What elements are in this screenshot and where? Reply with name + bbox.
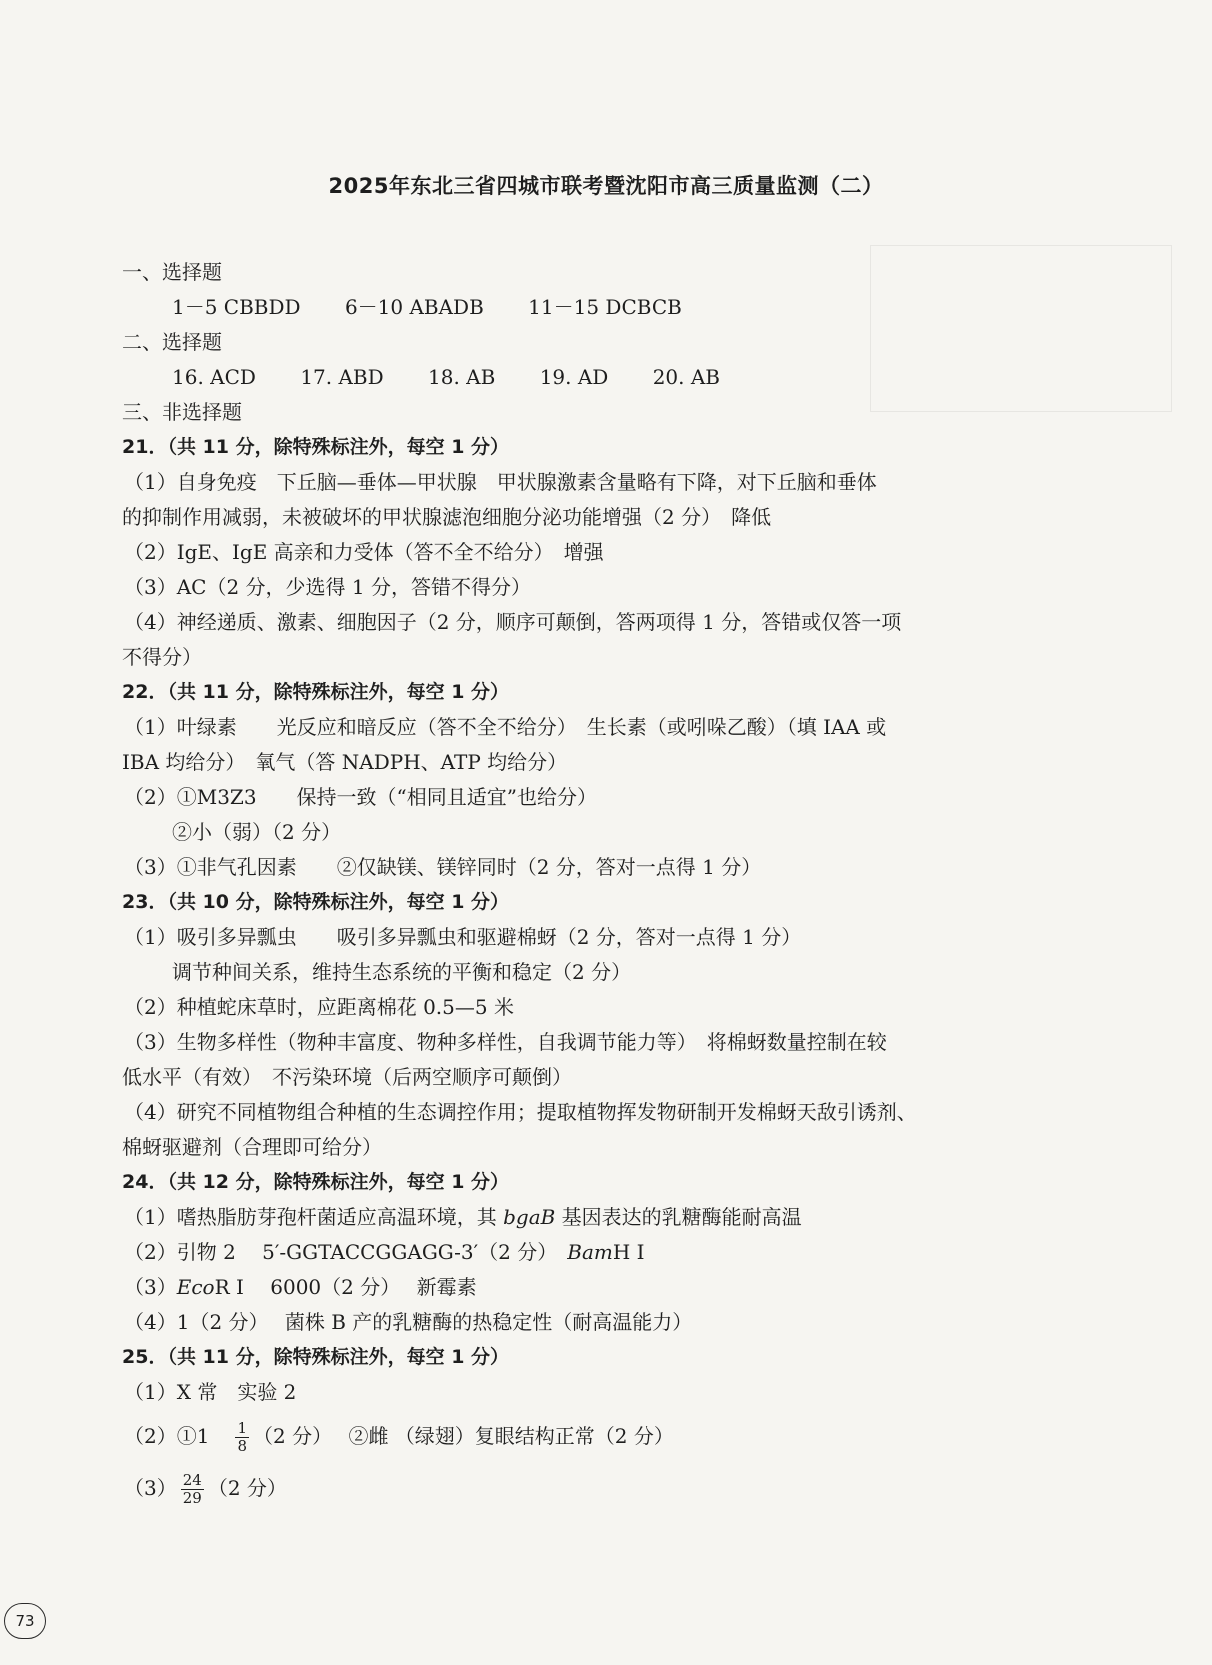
answer-line: 不得分） xyxy=(122,645,202,669)
answer-row-2 xyxy=(122,360,1042,395)
answer-line: IBA 均给分） 氧气（答 NADPH、ATP 均给分） xyxy=(122,750,568,774)
enzyme-prefix: Eco xyxy=(176,1275,215,1299)
answer-line: （3）①非气孔因素 ②仅缺镁、镁锌同时（2 分，答对一点得 1 分） xyxy=(124,855,762,879)
text: （2）引物 2 5′-GGTACCGGAGG-3′（2 分） xyxy=(124,1240,568,1264)
answer-line: （2）种植蛇床草时，应距离棉花 0.5—5 米 xyxy=(124,995,514,1019)
answer-line: ②小（弱）（2 分） xyxy=(172,820,342,844)
answer-line: （4）研究不同植物组合种植的生态调控作用；提取植物挥发物研制开发棉蚜天敌引诱剂、 xyxy=(124,1100,917,1124)
text: （2 分） xyxy=(207,1476,287,1500)
answer-line xyxy=(122,1410,1042,1462)
answer-group: 6－10 ABADB xyxy=(344,295,484,319)
fraction-denominator: 8 xyxy=(237,1437,247,1455)
fraction-denominator: 29 xyxy=(182,1489,202,1507)
question-header-25: 25．（共 11 分，除特殊标注外，每空 1 分） xyxy=(122,1346,510,1368)
answer-content xyxy=(122,255,1042,1514)
answer-group: 17. ABD xyxy=(300,365,384,389)
answer-line: （3）AC（2 分，少选得 1 分，答错不得分） xyxy=(124,575,531,599)
page-title: 2025年东北三省四城市联考暨沈阳市高三质量监测（二） xyxy=(328,174,884,198)
question-header-23: 23．（共 10 分，除特殊标注外，每空 1 分） xyxy=(122,891,510,913)
fraction xyxy=(181,1472,204,1507)
answer-row-1 xyxy=(122,290,1042,325)
answer-group: 1－5 CBBDD xyxy=(172,295,301,319)
answer-line xyxy=(122,1200,1042,1235)
section-heading-2: 二、选择题 xyxy=(122,330,222,354)
answer-line: 低水平（有效） 不污染环境（后两空顺序可颠倒） xyxy=(122,1065,572,1089)
enzyme-prefix: Bam xyxy=(567,1240,613,1264)
fraction-numerator: 24 xyxy=(182,1471,202,1489)
answer-line: （1）吸引多异瓢虫 吸引多异瓢虫和驱避棉蚜（2 分，答对一点得 1 分） xyxy=(124,925,802,949)
fraction-numerator: 1 xyxy=(237,1419,247,1437)
answer-line: （1）自身免疫 下丘脑—垂体—甲状腺 甲状腺激素含量略有下降，对下丘脑和垂体 xyxy=(124,470,877,494)
answer-group: 11－15 DCBCB xyxy=(528,295,682,319)
answer-line xyxy=(122,1235,1042,1270)
question-header-24: 24．（共 12 分，除特殊标注外，每空 1 分） xyxy=(122,1171,510,1193)
answer-line: （1）叶绿素 光反应和暗反应（答不全不给分） 生长素（或吲哚乙酸）（填 IAA 或 xyxy=(124,715,887,739)
answer-group: 20. AB xyxy=(652,365,721,389)
text: （3） xyxy=(124,1476,177,1500)
question-header-22: 22．（共 11 分，除特殊标注外，每空 1 分） xyxy=(122,681,510,703)
answer-line: （2）①M3Z3 保持一致（“相同且适宜”也给分） xyxy=(124,785,597,809)
gene-name: bgaB xyxy=(503,1205,556,1229)
text: 基因表达的乳糖酶能耐高温 xyxy=(555,1205,802,1229)
text: R I 6000（2 分） 新霉素 xyxy=(214,1275,477,1299)
answer-line xyxy=(122,1462,1042,1514)
answer-line: （4）1（2 分） 菌株 B 产的乳糖酶的热稳定性（耐高温能力） xyxy=(124,1310,693,1334)
answer-group: 19. AD xyxy=(539,365,609,389)
text: （2）①1 xyxy=(124,1424,210,1448)
answer-line: （1）X 常 实验 2 xyxy=(124,1380,297,1404)
text: （1）嗜热脂肪芽孢杆菌适应高温环境，其 xyxy=(124,1205,504,1229)
section-heading-1: 一、选择题 xyxy=(122,260,222,284)
answer-line: 的抑制作用减弱，未被破坏的甲状腺滤泡细胞分泌功能增强（2 分） 降低 xyxy=(122,505,772,529)
answer-group: 16. ACD xyxy=(172,365,256,389)
section-heading-3: 三、非选择题 xyxy=(122,400,242,424)
answer-line: 棉蚜驱避剂（合理即可给分） xyxy=(122,1135,382,1159)
text: （3） xyxy=(124,1275,177,1299)
answer-group: 18. AB xyxy=(428,365,496,389)
answer-line: （2）IgE、IgE 高亲和力受体（答不全不给分） 增强 xyxy=(124,540,604,564)
answer-line: （3）生物多样性（物种丰富度、物种多样性，自我调节能力等） 将棉蚜数量控制在较 xyxy=(124,1030,887,1054)
answer-line: 调节种间关系，维持生态系统的平衡和稳定（2 分） xyxy=(172,960,632,984)
question-header-21: 21．（共 11 分，除特殊标注外，每空 1 分） xyxy=(122,436,510,458)
page-number: 73 xyxy=(4,1603,46,1639)
answer-line xyxy=(122,1270,1042,1305)
fraction xyxy=(235,1420,249,1455)
text: H I xyxy=(612,1240,645,1264)
text: （2 分） ②雌 （绿翅）复眼结构正常（2 分） xyxy=(253,1424,674,1448)
answer-line: （4）神经递质、激素、细胞因子（2 分，顺序可颠倒，答两项得 1 分，答错或仅答一项 xyxy=(124,610,902,634)
